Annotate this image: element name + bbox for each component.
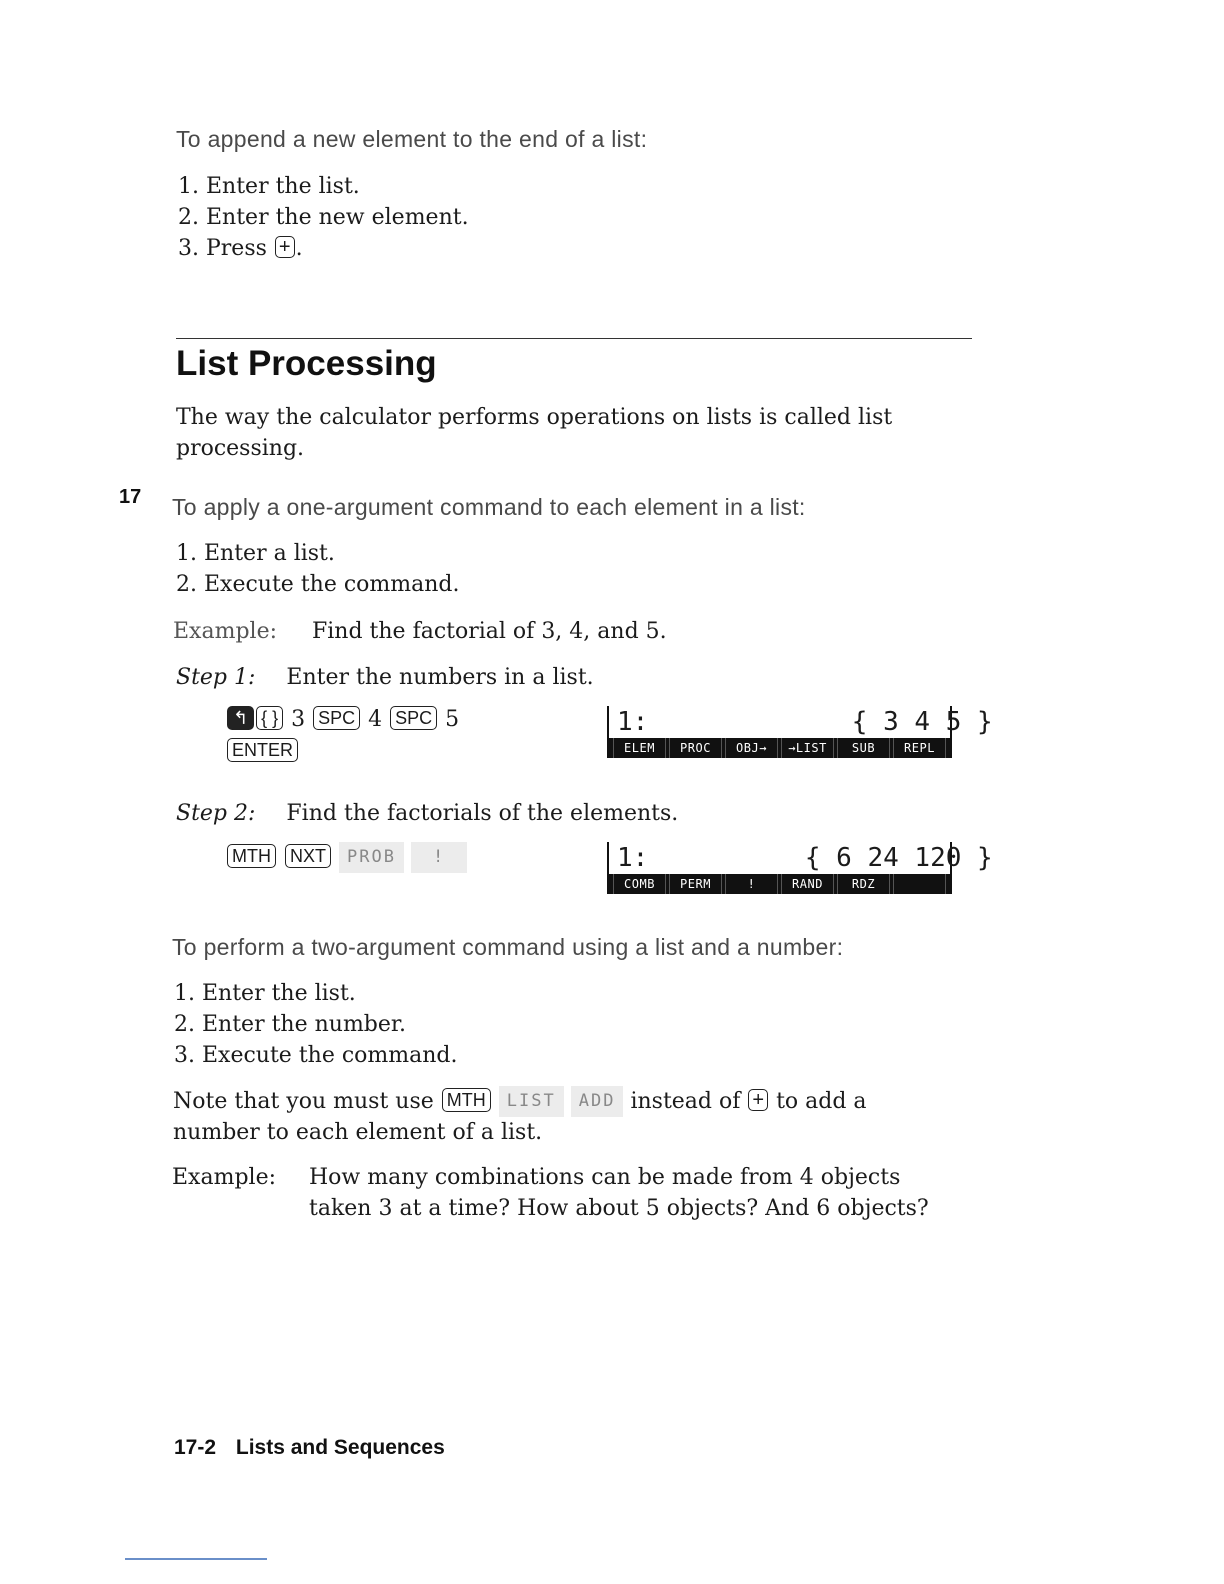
display-2-menu (609, 874, 950, 894)
spc-key-2: SPC (390, 706, 437, 730)
mth-key: MTH (227, 844, 276, 868)
example-1-label: Example: (173, 619, 277, 644)
nxt-key: NXT (285, 844, 331, 868)
spc-key: SPC (313, 706, 360, 730)
example-2-label: Example: (172, 1165, 276, 1190)
digit-4: 4 (368, 707, 383, 732)
step-2-row (176, 798, 678, 829)
menu-comb: COMB (613, 874, 666, 894)
note-before: Note that you must use (173, 1089, 434, 1114)
one-arg-heading: To apply a one-argument command to each element in a list: (172, 494, 806, 520)
step-1-label: Step 1: (176, 665, 256, 690)
step-2-keys (226, 842, 467, 873)
calculator-display-2 (607, 842, 993, 894)
step-1-keys (226, 704, 459, 735)
one-arg-step-1: 1. Enter a list. (176, 541, 335, 566)
digit-5: 5 (445, 707, 460, 732)
two-arg-step-2: 2. Enter the number. (174, 1012, 406, 1037)
step-1-text: Enter the numbers in a list. (286, 665, 594, 690)
append-step-2: 2. Enter the new element. (178, 205, 469, 230)
left-shift-key: ↰ (227, 706, 254, 730)
menu-perm: PERM (669, 874, 722, 894)
digit-3: 3 (291, 707, 306, 732)
bottom-edge-mark (125, 1558, 267, 1560)
two-arg-step-3: 3. Execute the command. (174, 1043, 458, 1068)
calculator-display-1 (607, 706, 993, 758)
step-1-row (176, 662, 594, 693)
menu-obj: OBJ→ (725, 738, 778, 758)
note-line-2: number to each element of a list. (173, 1120, 543, 1145)
example-1 (173, 616, 667, 647)
display-1-stack-line: 1: { 3 4 5 } (617, 707, 993, 737)
menu-to-list: →LIST (781, 738, 834, 758)
menu-blank (893, 874, 946, 894)
two-arg-step-1: 1. Enter the list. (174, 981, 356, 1006)
menu-proc: PROC (669, 738, 722, 758)
chapter-tab: 17 (119, 486, 142, 508)
note-instead: instead of (630, 1089, 741, 1114)
plus-key: + (275, 236, 295, 258)
prob-softkey: PROB (339, 842, 404, 873)
append-heading: To append a new element to the end of a list: (176, 126, 648, 152)
step-1-keys-line2 (226, 736, 299, 767)
example-2-line-1: How many combinations can be made from 4 objects (309, 1165, 901, 1190)
menu-rand: RAND (781, 874, 834, 894)
note-line-1 (173, 1086, 867, 1117)
note-plus-key: + (748, 1089, 768, 1111)
append-step-1: 1. Enter the list. (178, 174, 360, 199)
one-arg-step-2: 2. Execute the command. (176, 572, 460, 597)
note-mth-key: MTH (442, 1088, 491, 1112)
append-step-3-period: . (295, 236, 303, 261)
menu-factorial: ! (725, 874, 778, 894)
append-step-3 (178, 233, 303, 264)
menu-repl: REPL (893, 738, 946, 758)
list-processing-intro: The way the calculator performs operations on lists is called list processing. (176, 405, 893, 461)
append-step-3-text: 3. Press (178, 236, 267, 261)
example-1-text: Find the factorial of 3, 4, and 5. (312, 619, 667, 644)
menu-sub: SUB (837, 738, 890, 758)
display-1-menu (609, 738, 950, 758)
list-processing-title: List Processing (176, 344, 437, 383)
note-after: to add a (776, 1089, 867, 1114)
example-2-line-2: taken 3 at a time? How about 5 objects? And 6 objects? (309, 1196, 929, 1221)
footer-page-number: 17-2 (174, 1436, 217, 1459)
braces-key: { } (256, 706, 283, 730)
footer-chapter: Lists and Sequences (235, 1436, 445, 1459)
menu-rdz: RDZ (837, 874, 890, 894)
note-list-softkey: LIST (499, 1086, 564, 1117)
enter-key: ENTER (227, 738, 298, 762)
step-2-text: Find the factorials of the elements. (286, 801, 679, 826)
two-arg-heading: To perform a two-argument command using a list and a number: (172, 934, 844, 960)
factorial-softkey: ! (411, 842, 467, 873)
section-divider (176, 338, 972, 339)
menu-elem: ELEM (613, 738, 666, 758)
footer (174, 1436, 445, 1460)
display-2-stack-line: 1: { 6 24 120 } (617, 843, 993, 873)
step-2-label: Step 2: (176, 801, 256, 826)
note-add-softkey: ADD (571, 1086, 624, 1117)
